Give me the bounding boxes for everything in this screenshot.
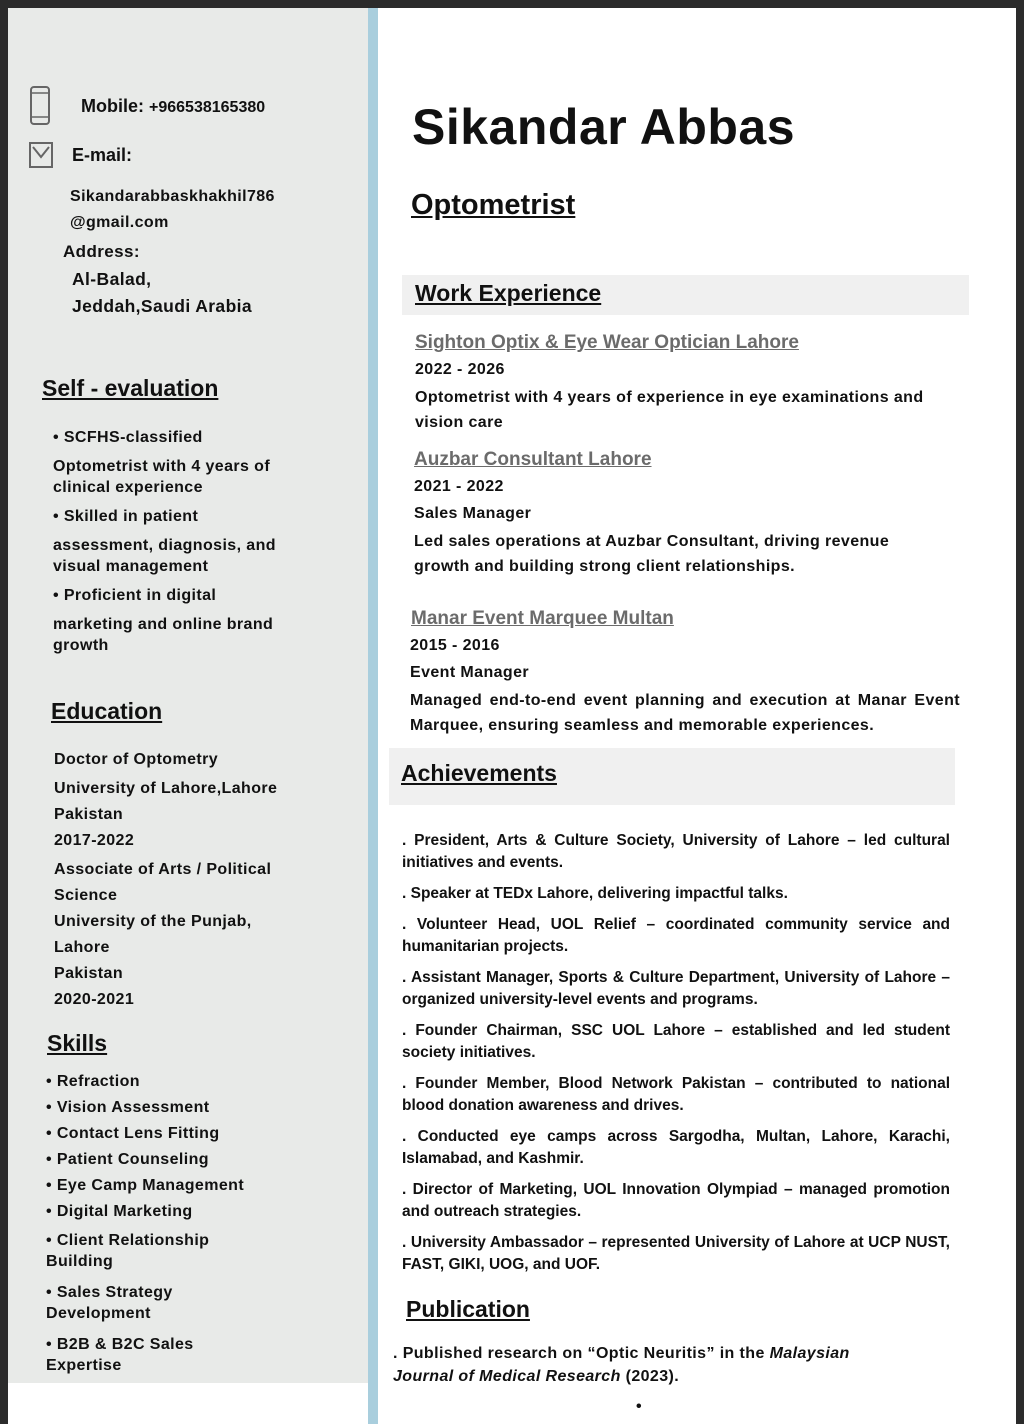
achievement-item: . Assistant Manager, Sports & Culture Department, University of Lahore – organized university-level events and programs. [402,969,950,1008]
skill-item: • B2B & B2C Sales Expertise [46,1336,194,1374]
education-line: Science [54,887,118,904]
education-line: Pakistan [54,806,124,823]
education-line: 2020-2021 [54,991,135,1008]
education-line: Lahore [54,939,110,956]
job-description: Led sales operations at Auzbar Consultant, driving revenue growth and building strong client relationships. [414,533,890,575]
self-evaluation-text [53,427,303,656]
mobile-phone-icon [29,86,51,126]
achievements-heading: Achievements [401,760,557,786]
job-description: Optometrist with 4 years of experience in eye examinations and vision care [415,389,924,431]
address-line-2: Jeddah,Saudi Arabia [72,296,253,316]
education-line: University of Lahore,Lahore [54,780,278,797]
skill-item: • Refraction [46,1073,140,1090]
work-experience-heading: Work Experience [415,280,602,306]
resume-page [8,8,1016,1424]
mobile-value: +966538165380 [149,99,266,116]
candidate-name: Sikandar Abbas [412,99,796,155]
education-list [54,747,277,1013]
sidebar-divider [368,8,378,1424]
achievement-item: . Speaker at TEDx Lahore, delivering impactful talks. [402,885,788,902]
publication-bullet: • [636,1398,642,1415]
job-company: Auzbar Consultant Lahore [414,449,652,470]
address-line-1: Al-Balad, [72,269,152,289]
self-eval-point-3a: • Proficient in digital [53,587,217,604]
mobile-line [81,96,265,117]
publication-prefix: . Published research on “Optic Neuritis” in the [393,1345,770,1362]
education-line: Doctor of Optometry [54,751,219,768]
job-company: Sighton Optix & Eye Wear Optician Lahore [415,332,799,353]
achievement-item: . Director of Marketing, UOL Innovation Olympiad – managed promotion and outreach strategies. [402,1181,950,1220]
email-label: E-mail: [72,145,133,165]
achievement-item: . Conducted eye camps across Sargodha, Multan, Lahore, Karachi, Islamabad, and Kashmir. [402,1128,950,1167]
mobile-label: Mobile: [81,96,144,116]
achievement-item: . Founder Member, Blood Network Pakistan – contributed to national blood donation awareness and drives. [402,1075,950,1114]
publication-text [393,1342,913,1388]
self-evaluation-heading: Self - evaluation [42,375,219,401]
publication-journal: Malaysian Journal of Medical Research [393,1345,850,1385]
address-label: Address: [63,242,140,261]
skill-item: • Contact Lens Fitting [46,1125,220,1142]
job-description: Managed end-to-end event planning and execution at Manar Event Marquee, ensuring seamless and memorable experiences. [410,692,960,734]
achievement-item: . Founder Chairman, SSC UOL Lahore – established and led student society initiatives. [402,1022,950,1061]
self-eval-point-3b: marketing and online brand growth [53,616,274,654]
publication-suffix: (2023). [620,1368,680,1385]
publication-heading: Publication [406,1296,530,1322]
job-years: 2015 - 2016 [410,637,500,654]
skill-item: • Digital Marketing [46,1203,193,1220]
self-eval-point-2a: • Skilled in patient [53,508,199,525]
achievement-item: . Volunteer Head, UOL Relief – coordinated community service and humanitarian projects. [402,916,950,955]
skill-item: • Vision Assessment [46,1099,210,1116]
skills-list [46,1071,286,1376]
self-eval-point-1b: Optometrist with 4 years of clinical experience [53,458,271,496]
skills-heading: Skills [47,1030,108,1056]
job-role: Event Manager [410,664,530,681]
education-line: University of the Punjab, [54,913,252,930]
education-line: Associate of Arts / Political [54,861,272,878]
job-role: Sales Manager [414,505,532,522]
job-years: 2021 - 2022 [414,478,504,495]
achievement-item: . University Ambassador – represented University of Lahore at UCP NUST, FAST, GIKI, UOG, and UOF. [402,1234,950,1273]
job-company: Manar Event Marquee Multan [411,608,674,629]
email-line-2: @gmail.com [70,214,169,231]
skill-item: • Patient Counseling [46,1151,209,1168]
job-title: Optometrist [411,189,576,221]
email-address [70,184,275,236]
self-eval-point-1a: • SCFHS-classified [53,429,203,446]
education-heading: Education [51,698,163,724]
email-line-1: Sikandarabbaskhakhil786 [70,188,275,205]
address-value [72,266,252,320]
skill-item: • Eye Camp Management [46,1177,245,1194]
self-eval-point-2b: assessment, diagnosis, and visual management [53,537,276,575]
achievement-item: . President, Arts & Culture Society, University of Lahore – led cultural initiatives and events. [402,832,950,871]
skill-item: • Sales Strategy Development [46,1284,173,1322]
email-icon [29,142,53,168]
education-line: 2017-2022 [54,832,135,849]
education-line: Pakistan [54,965,124,982]
skill-item: • Client Relationship Building [46,1232,210,1270]
job-years: 2022 - 2026 [415,361,505,378]
